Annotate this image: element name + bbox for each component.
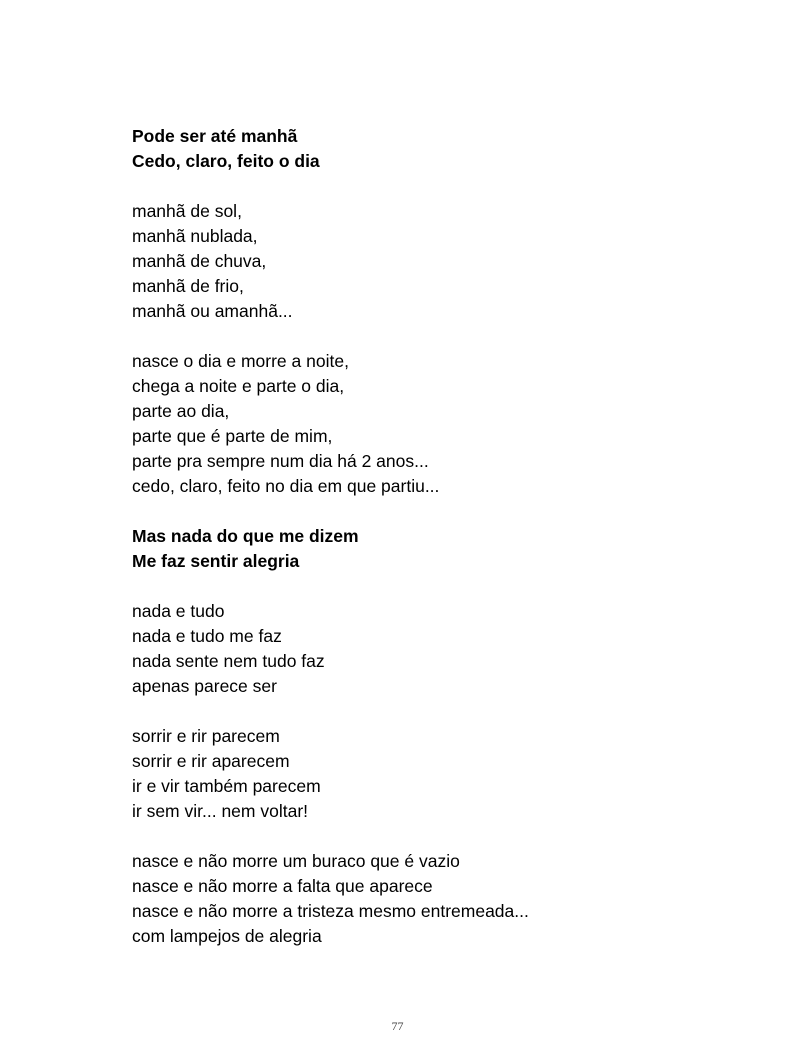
poem-line: cedo, claro, feito no dia em que partiu... bbox=[132, 476, 440, 496]
poem-line: manhã de frio, bbox=[132, 276, 244, 296]
poem-line: ir sem vir... nem voltar! bbox=[132, 801, 309, 821]
poem-line: nasce o dia e morre a noite, bbox=[132, 351, 349, 371]
poem-line: nasce e não morre um buraco que é vazio bbox=[132, 851, 460, 871]
stanza-refrain-1 bbox=[132, 124, 752, 174]
page-number: 77 bbox=[391, 1019, 404, 1033]
poem-line: manhã de sol, bbox=[132, 201, 242, 221]
poem-line: com lampejos de alegria bbox=[132, 926, 322, 946]
poem-line: nada sente nem tudo faz bbox=[132, 651, 325, 671]
poem-line: apenas parece ser bbox=[132, 676, 277, 696]
poem-line: parte pra sempre num dia há 2 anos... bbox=[132, 451, 429, 471]
poem-line: manhã ou amanhã... bbox=[132, 301, 293, 321]
poem-line: nasce e não morre a tristeza mesmo entremeada... bbox=[132, 901, 529, 921]
stanza-refrain-2 bbox=[132, 524, 752, 574]
poem-line: chega a noite e parte o dia, bbox=[132, 376, 345, 396]
stanza-sorrir bbox=[132, 724, 752, 824]
poem-line: sorrir e rir parecem bbox=[132, 726, 280, 746]
poem-line: ir e vir também parecem bbox=[132, 776, 321, 796]
stanza-gap bbox=[132, 699, 752, 724]
poem-line: Mas nada do que me dizem bbox=[132, 526, 359, 546]
stanza-gap bbox=[132, 574, 752, 599]
poem-line: parte que é parte de mim, bbox=[132, 426, 333, 446]
poem-line: sorrir e rir aparecem bbox=[132, 751, 290, 771]
stanza-nasce-e-nao-morre bbox=[132, 849, 752, 949]
poem-line: Cedo, claro, feito o dia bbox=[132, 151, 320, 171]
stanza-gap bbox=[132, 324, 752, 349]
poem-line: Me faz sentir alegria bbox=[132, 551, 300, 571]
stanza-gap bbox=[132, 824, 752, 849]
poem-line: nasce e não morre a falta que aparece bbox=[132, 876, 433, 896]
poem-line: Pode ser até manhã bbox=[132, 126, 298, 146]
poem-line: parte ao dia, bbox=[132, 401, 230, 421]
stanza-gap bbox=[132, 174, 752, 199]
stanza-nada-e-tudo bbox=[132, 599, 752, 699]
stanza-nasce-o-dia bbox=[132, 349, 752, 499]
stanza-gap bbox=[132, 499, 752, 524]
poem-line: manhã de chuva, bbox=[132, 251, 267, 271]
stanza-manha bbox=[132, 199, 752, 324]
poem-line: manhã nublada, bbox=[132, 226, 258, 246]
poem-line: nada e tudo bbox=[132, 601, 225, 621]
poem-line: nada e tudo me faz bbox=[132, 626, 282, 646]
poem bbox=[132, 124, 752, 949]
